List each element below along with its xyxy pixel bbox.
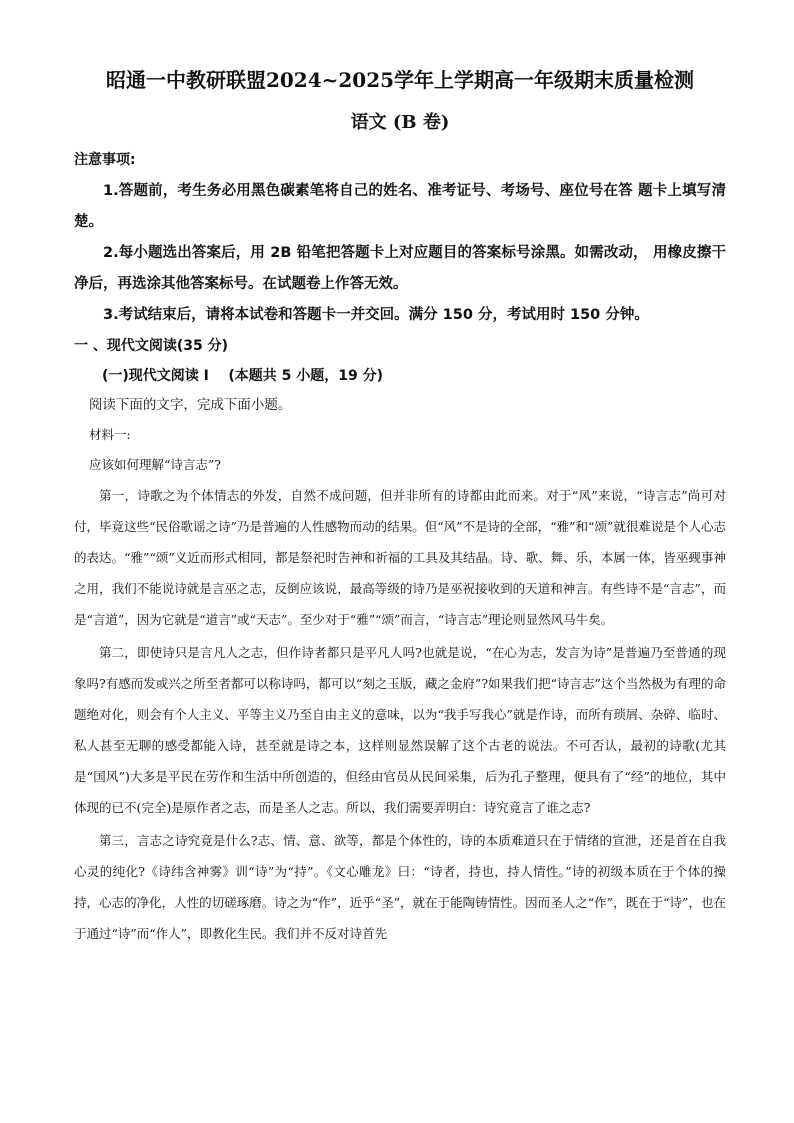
exam-page — [74, 62, 726, 951]
notice-heading: 注意事项: — [74, 152, 136, 168]
material-paragraph-3: 第三，言志之诗究竟是什么?志、情、意、欲等，都是个体性的，诗的本质难道只在于情绪的宣泄，还是首在自我心灵的纯化?《诗纬含神雾》训“诗”为“持”。《文心雕龙》曰：“诗者，持也，持人情性。”诗的初级本质在于个体的操持，心志的净化，人性的切磋琢磨。诗之为“作”，近乎“圣”，就在于能陶铸情性。因而圣人之“作”，既在于“诗”，也在于通过“诗”而“作人”，即教化生民。我们并不反对诗首先 — [74, 833, 726, 941]
material-paragraph-1: 第一，诗歌之为个体情志的外发，自然不成问题，但并非所有的诗都由此而来。对于“风”来说，“诗言志”尚可对付，毕竟这些“民俗歌谣之诗”乃是普遍的人性感物而动的结果。但“风”不是诗的全部，“雅”和“颂”就很难说是个人心志的表达。“雅”“颂”义近而形式相同，都是祭祀时告神和祈福的工具及其结晶。诗、歌、舞、乐，本属一体，皆巫觋事神之用，我们不能说诗就是言巫之志，反倒应该说，最高等级的诗乃是巫祝接收到的天道和神言。有些诗不是“言志”，而是“言道”，因为它就是“道言”或“天志”。至少对于“雅”“颂”而言，“诗言志”理论则显然风马牛矣。 — [74, 488, 726, 627]
section-heading: 一 、现代文阅读(35 分) — [74, 338, 229, 354]
exam-title: 昭通一中教研联盟2024~2025学年上学期高一年级期末质量检测 — [105, 68, 695, 92]
material-question: 应该如何理解“诗言志”? — [89, 457, 221, 472]
material-paragraph-2: 第二，即使诗只是言凡人之志，但作诗者都只是平凡人吗?也就是说，“在心为志，发言为诗”是普遍乃至普通的现象吗?有感而发或兴之所至者都可以称诗吗，都可以“刻之玉版，藏之金府”?如果我们把“诗言志”这个当然极为有理的命题绝对化，则会有个人主义、平等主义乃至自由主义的意味，以为“我手写我心”就是作诗，而所有琐屑、杂碎、临时、私人甚至无聊的感受都能入诗，甚至就是诗之本，这样则显然误解了这个古老的说法。不可否认，最初的诗歌(尤其是“国风”)大多是平民在劳作和生活中所创造的，但经由官员从民间采集，后为孔子整理，便具有了“经”的地位，其中体现的已不(完全)是原作者之志，而是圣人之志。所以，我们需要弄明白：诗究竟言了谁之志? — [74, 645, 726, 815]
reading-section — [74, 331, 726, 949]
sub-section-heading: (一)现代文阅读 I (本题共 5 小题，19 分) — [102, 368, 384, 384]
material-label: 材料一: — [89, 427, 131, 442]
notice-block — [74, 148, 726, 331]
reading-instruction: 阅读下面的文字，完成下面小题。 — [88, 397, 292, 413]
notice-item-1: 1.答题前，考生务必用黑色碳素笔将自己的姓名、准考证号、考场号、座位号在答 题卡上填写清楚。 — [74, 183, 726, 230]
notice-item-3: 3.考试结束后，请将本试卷和答题卡一并交回。满分 150 分，考试用时 150 分钟。 — [103, 307, 649, 323]
notice-item-2: 2.每小题选出答案后，用 2B 铅笔把答题卡上对应题目的答案标号涂黑。如需改动， 用橡皮擦干净后，再选涂其他答案标号。在试题卷上作答无效。 — [74, 245, 726, 292]
exam-subtitle: 语文 (B 卷) — [350, 112, 450, 133]
